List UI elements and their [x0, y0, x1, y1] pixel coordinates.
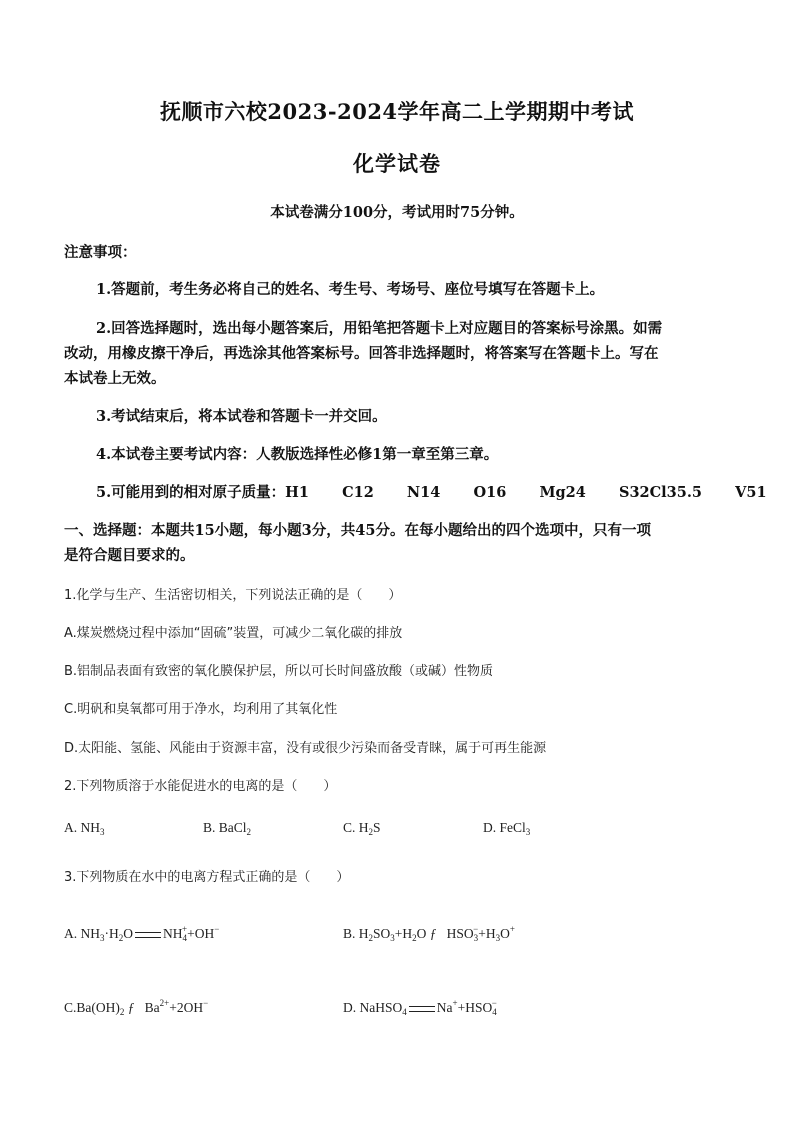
q2-option-a: A. $NH_3$ [64, 820, 105, 837]
q2-stem: 2.下列物质溶于水能促进水的电离的是（ ） [64, 779, 337, 794]
q3-option-c: $C.Ba(OH)_2$ ƒ $Ba^{2+}+2OH^-$ [64, 998, 209, 1017]
q1-option-b: B.铝制品表面有致密的氧化膜保护层，所以可长时间盛放酸（或碱）性物质 [64, 664, 494, 679]
q2-option-d: D. FeCl$_3$ [483, 820, 531, 837]
q1-option-d: D.太阳能、氢能、风能由于资源丰富，没有或很少污染而备受青睐，属于可再生能源 [64, 741, 547, 756]
reversible-arrow-icon: ƒ [127, 1000, 135, 1015]
notice-item-2-line-3: 本试卷上无效。 [64, 370, 166, 387]
q3-option-b: B. $H_2SO_3+H_2O$ ƒ $HSO_3^-+H_3O^+$ [343, 924, 515, 943]
equals-sign-icon [409, 1006, 435, 1012]
exam-title: 抚顺市六校2023-2024学年高二上学期期中考试 [159, 99, 635, 124]
notice-item-2-line-1: 2.回答选择题时，选出每小题答案后，用铅笔把答题卡上对应题目的答案标号涂黑。如需 [96, 320, 663, 337]
reversible-arrow-icon: ƒ [429, 926, 437, 941]
section-heading-line-1: 一、选择题：本题共15小题，每小题3分，共45分。在每小题给出的四个选项中，只有一项 [64, 522, 651, 539]
q1-option-c: C.明矾和臭氧都可用于净水，均利用了其氧化性 [64, 702, 338, 717]
notice-heading: 注意事项： [64, 244, 137, 261]
q1-stem: 1.化学与生产、生活密切相关，下列说法正确的是（ ） [64, 588, 402, 603]
q3-option-a: A. $NH_3\cdot H_2O$ $NH_4^++OH^-$ [64, 924, 220, 943]
q1-option-a: A.煤炭燃烧过程中添加“固硫”装置，可减少二氧化碳的排放 [64, 626, 403, 641]
notice-item-1: 1.答题前，考生务必将自己的姓名、考生号、考场号、座位号填写在答题卡上。 [96, 281, 605, 298]
notice-item-3: 3.考试结束后，将本试卷和答题卡一并交回。 [96, 408, 387, 425]
section-heading-line-2: 是符合题目要求的。 [64, 547, 195, 564]
notice-item-2-line-2: 改动，用橡皮擦干净后，再选涂其他答案标号。回答非选择题时，将答案写在答题卡上。写在 [64, 345, 659, 362]
equals-sign-icon [135, 932, 161, 938]
exam-info: 本试卷满分100分，考试用时75分钟。 [270, 204, 524, 221]
q2-option-c: C. $H_2S$ [343, 820, 381, 837]
q3-option-d: D. NaHSO$_4$ $Na^++HSO_4^-$ [343, 998, 497, 1017]
subject-title: 化学试卷 [353, 151, 441, 176]
q2-option-b: B. BaCl$_2$ [203, 820, 252, 837]
notice-item-4: 4.本试卷主要考试内容：人教版选择性必修1第一章至第三章。 [96, 446, 499, 463]
q3-stem: 3.下列物质在水中的电离方程式正确的是（ ） [64, 870, 350, 885]
notice-item-5: 5.可能用到的相对原子质量：H1 C12 N14 O16 Mg24 S32Cl35.5 V51 [96, 484, 767, 501]
